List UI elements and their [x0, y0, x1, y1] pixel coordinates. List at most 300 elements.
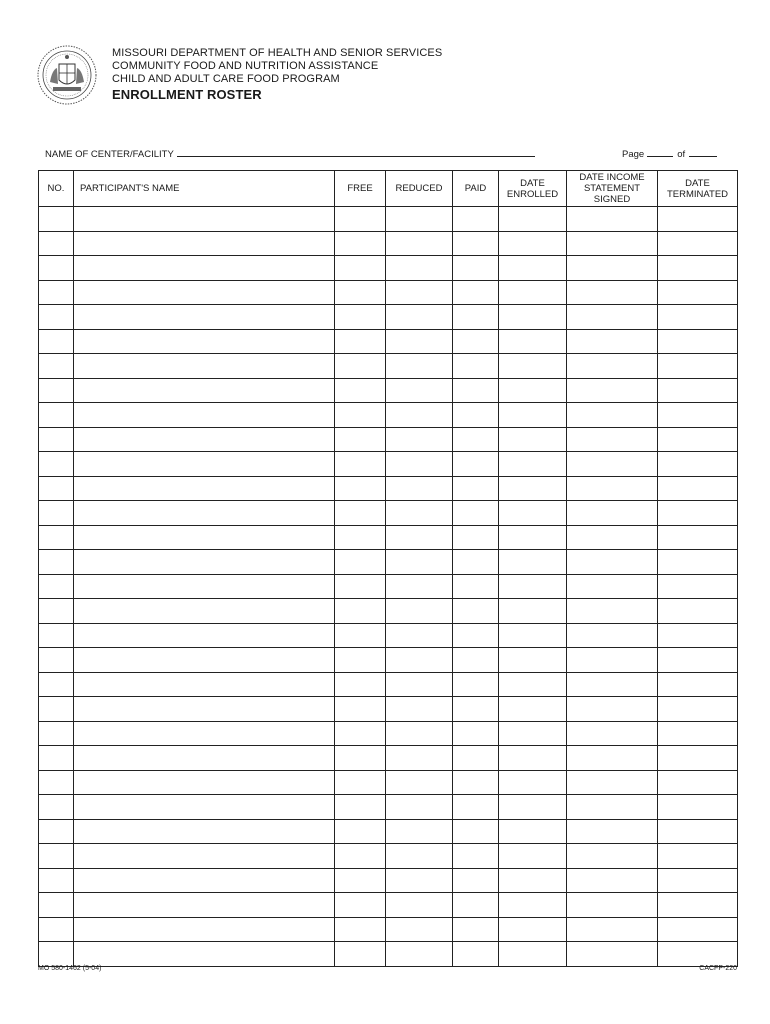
paid-cell[interactable] — [453, 770, 499, 795]
table-row — [39, 648, 738, 673]
table-row — [39, 550, 738, 575]
free-cell[interactable] — [335, 329, 386, 354]
free-cell[interactable] — [335, 672, 386, 697]
date-enrolled-cell[interactable] — [499, 329, 567, 354]
state-seal-icon — [37, 44, 97, 106]
table-row — [39, 917, 738, 942]
free-cell[interactable] — [335, 917, 386, 942]
table-row — [39, 844, 738, 869]
date-income-statement-signed-cell[interactable] — [567, 378, 658, 403]
column-header-date-income-statement-signed: DATE INCOME STATEMENT SIGNED — [567, 171, 658, 207]
date-enrolled-cell[interactable] — [499, 476, 567, 501]
paid-cell[interactable] — [453, 599, 499, 624]
reduced-cell[interactable] — [386, 550, 453, 575]
no-cell[interactable] — [39, 378, 74, 403]
table-row — [39, 868, 738, 893]
table-row — [39, 574, 738, 599]
column-header-no: NO. — [39, 171, 74, 207]
free-cell[interactable] — [335, 868, 386, 893]
participant-name-cell[interactable] — [74, 844, 335, 869]
roster-body — [39, 207, 738, 967]
reduced-cell[interactable] — [386, 207, 453, 232]
date-terminated-cell[interactable] — [658, 844, 738, 869]
reduced-cell[interactable] — [386, 648, 453, 673]
no-cell[interactable] — [39, 354, 74, 379]
reduced-cell[interactable] — [386, 893, 453, 918]
page-label: Page — [622, 149, 645, 160]
free-cell[interactable] — [335, 893, 386, 918]
date-terminated-cell[interactable] — [658, 868, 738, 893]
table-row — [39, 231, 738, 256]
paid-cell[interactable] — [453, 329, 499, 354]
table-header-row — [39, 171, 738, 207]
participant-name-cell[interactable] — [74, 893, 335, 918]
date-income-statement-signed-cell[interactable] — [567, 623, 658, 648]
participant-name-cell[interactable] — [74, 599, 335, 624]
no-cell[interactable] — [39, 721, 74, 746]
free-cell[interactable] — [335, 746, 386, 771]
reduced-cell[interactable] — [386, 280, 453, 305]
reduced-cell[interactable] — [386, 697, 453, 722]
table-row — [39, 256, 738, 281]
date-enrolled-cell[interactable] — [499, 844, 567, 869]
reduced-cell[interactable] — [386, 574, 453, 599]
agency-header — [112, 47, 442, 103]
reduced-cell[interactable] — [386, 795, 453, 820]
reduced-cell[interactable] — [386, 623, 453, 648]
no-cell[interactable] — [39, 599, 74, 624]
date-income-statement-signed-cell[interactable] — [567, 770, 658, 795]
date-income-statement-signed-cell[interactable] — [567, 525, 658, 550]
date-income-statement-signed-cell[interactable] — [567, 942, 658, 967]
date-enrolled-cell[interactable] — [499, 942, 567, 967]
date-income-statement-signed-cell[interactable] — [567, 305, 658, 330]
paid-cell[interactable] — [453, 354, 499, 379]
reduced-cell[interactable] — [386, 770, 453, 795]
enrollment-roster-table — [38, 170, 738, 967]
date-income-statement-signed-cell[interactable] — [567, 207, 658, 232]
no-cell[interactable] — [39, 770, 74, 795]
date-income-statement-signed-cell[interactable] — [567, 697, 658, 722]
paid-cell[interactable] — [453, 623, 499, 648]
table-row — [39, 599, 738, 624]
page-count-row — [622, 147, 717, 160]
date-terminated-cell[interactable] — [658, 256, 738, 281]
reduced-cell[interactable] — [386, 305, 453, 330]
table-row — [39, 672, 738, 697]
paid-cell[interactable] — [453, 648, 499, 673]
no-cell[interactable] — [39, 231, 74, 256]
paid-cell[interactable] — [453, 305, 499, 330]
date-enrolled-cell[interactable] — [499, 795, 567, 820]
reduced-cell[interactable] — [386, 452, 453, 477]
paid-cell[interactable] — [453, 672, 499, 697]
date-terminated-cell[interactable] — [658, 501, 738, 526]
free-cell[interactable] — [335, 207, 386, 232]
date-income-statement-signed-cell[interactable] — [567, 354, 658, 379]
column-header-free: FREE — [335, 171, 386, 207]
participant-name-cell[interactable] — [74, 280, 335, 305]
date-enrolled-cell[interactable] — [499, 280, 567, 305]
reduced-cell[interactable] — [386, 501, 453, 526]
no-cell[interactable] — [39, 452, 74, 477]
date-income-statement-signed-cell[interactable] — [567, 795, 658, 820]
participant-name-cell[interactable] — [74, 917, 335, 942]
date-enrolled-cell[interactable] — [499, 525, 567, 550]
no-cell[interactable] — [39, 256, 74, 281]
paid-cell[interactable] — [453, 697, 499, 722]
date-enrolled-cell[interactable] — [499, 917, 567, 942]
reduced-cell[interactable] — [386, 525, 453, 550]
no-cell[interactable] — [39, 844, 74, 869]
date-income-statement-signed-cell[interactable] — [567, 427, 658, 452]
no-cell[interactable] — [39, 942, 74, 967]
page-number-field[interactable] — [647, 147, 673, 157]
reduced-cell[interactable] — [386, 868, 453, 893]
date-terminated-cell[interactable] — [658, 427, 738, 452]
paid-cell[interactable] — [453, 574, 499, 599]
no-cell[interactable] — [39, 550, 74, 575]
participant-name-cell[interactable] — [74, 770, 335, 795]
date-terminated-cell[interactable] — [658, 231, 738, 256]
date-income-statement-signed-cell[interactable] — [567, 868, 658, 893]
free-cell[interactable] — [335, 525, 386, 550]
paid-cell[interactable] — [453, 427, 499, 452]
paid-cell[interactable] — [453, 207, 499, 232]
date-terminated-cell[interactable] — [658, 942, 738, 967]
participant-name-cell[interactable] — [74, 795, 335, 820]
date-terminated-cell[interactable] — [658, 770, 738, 795]
participant-name-cell[interactable] — [74, 354, 335, 379]
free-cell[interactable] — [335, 942, 386, 967]
date-terminated-cell[interactable] — [658, 599, 738, 624]
participant-name-cell[interactable] — [74, 501, 335, 526]
reduced-cell[interactable] — [386, 231, 453, 256]
participant-name-cell[interactable] — [74, 525, 335, 550]
date-income-statement-signed-cell[interactable] — [567, 452, 658, 477]
date-terminated-cell[interactable] — [658, 917, 738, 942]
participant-name-cell[interactable] — [74, 427, 335, 452]
table-row — [39, 623, 738, 648]
reduced-cell[interactable] — [386, 403, 453, 428]
free-cell[interactable] — [335, 574, 386, 599]
date-terminated-cell[interactable] — [658, 623, 738, 648]
no-cell[interactable] — [39, 868, 74, 893]
table-row — [39, 329, 738, 354]
free-cell[interactable] — [335, 770, 386, 795]
participant-name-cell[interactable] — [74, 721, 335, 746]
no-cell[interactable] — [39, 329, 74, 354]
no-cell[interactable] — [39, 501, 74, 526]
paid-cell[interactable] — [453, 525, 499, 550]
date-enrolled-cell[interactable] — [499, 697, 567, 722]
table-row — [39, 403, 738, 428]
program-name: CHILD AND ADULT CARE FOOD PROGRAM — [112, 73, 340, 85]
paid-cell[interactable] — [453, 231, 499, 256]
no-cell[interactable] — [39, 207, 74, 232]
page-total-field[interactable] — [689, 147, 717, 157]
participant-name-cell[interactable] — [74, 378, 335, 403]
table-row — [39, 525, 738, 550]
reduced-cell[interactable] — [386, 329, 453, 354]
paid-cell[interactable] — [453, 501, 499, 526]
reduced-cell[interactable] — [386, 844, 453, 869]
date-enrolled-cell[interactable] — [499, 452, 567, 477]
participant-name-cell[interactable] — [74, 868, 335, 893]
date-income-statement-signed-cell[interactable] — [567, 231, 658, 256]
date-terminated-cell[interactable] — [658, 403, 738, 428]
no-cell[interactable] — [39, 623, 74, 648]
date-terminated-cell[interactable] — [658, 672, 738, 697]
date-enrolled-cell[interactable] — [499, 501, 567, 526]
paid-cell[interactable] — [453, 795, 499, 820]
table-row — [39, 942, 738, 967]
date-terminated-cell[interactable] — [658, 697, 738, 722]
date-income-statement-signed-cell[interactable] — [567, 917, 658, 942]
date-enrolled-cell[interactable] — [499, 207, 567, 232]
no-cell[interactable] — [39, 672, 74, 697]
date-enrolled-cell[interactable] — [499, 574, 567, 599]
date-income-statement-signed-cell[interactable] — [567, 256, 658, 281]
participant-name-cell[interactable] — [74, 452, 335, 477]
participant-name-cell[interactable] — [74, 574, 335, 599]
free-cell[interactable] — [335, 721, 386, 746]
free-cell[interactable] — [335, 550, 386, 575]
free-cell[interactable] — [335, 280, 386, 305]
paid-cell[interactable] — [453, 378, 499, 403]
date-income-statement-signed-cell[interactable] — [567, 746, 658, 771]
column-header-participant-name: PARTICIPANT'S NAME — [74, 171, 335, 207]
date-terminated-cell[interactable] — [658, 378, 738, 403]
no-cell[interactable] — [39, 697, 74, 722]
reduced-cell[interactable] — [386, 354, 453, 379]
date-terminated-cell[interactable] — [658, 329, 738, 354]
date-enrolled-cell[interactable] — [499, 819, 567, 844]
table-row — [39, 452, 738, 477]
date-income-statement-signed-cell[interactable] — [567, 574, 658, 599]
paid-cell[interactable] — [453, 256, 499, 281]
free-cell[interactable] — [335, 648, 386, 673]
no-cell[interactable] — [39, 746, 74, 771]
date-income-statement-signed-cell[interactable] — [567, 844, 658, 869]
table-row — [39, 893, 738, 918]
reduced-cell[interactable] — [386, 917, 453, 942]
table-row — [39, 427, 738, 452]
participant-name-cell[interactable] — [74, 403, 335, 428]
paid-cell[interactable] — [453, 893, 499, 918]
participant-name-cell[interactable] — [74, 476, 335, 501]
of-label: of — [677, 149, 686, 160]
no-cell[interactable] — [39, 427, 74, 452]
free-cell[interactable] — [335, 354, 386, 379]
date-enrolled-cell[interactable] — [499, 721, 567, 746]
reduced-cell[interactable] — [386, 427, 453, 452]
paid-cell[interactable] — [453, 403, 499, 428]
table-row — [39, 207, 738, 232]
no-cell[interactable] — [39, 476, 74, 501]
date-enrolled-cell[interactable] — [499, 648, 567, 673]
date-income-statement-signed-cell[interactable] — [567, 819, 658, 844]
no-cell[interactable] — [39, 648, 74, 673]
no-cell[interactable] — [39, 893, 74, 918]
date-terminated-cell[interactable] — [658, 354, 738, 379]
participant-name-cell[interactable] — [74, 819, 335, 844]
date-income-statement-signed-cell[interactable] — [567, 550, 658, 575]
paid-cell[interactable] — [453, 452, 499, 477]
date-terminated-cell[interactable] — [658, 452, 738, 477]
date-terminated-cell[interactable] — [658, 525, 738, 550]
table-row — [39, 697, 738, 722]
paid-cell[interactable] — [453, 819, 499, 844]
date-enrolled-cell[interactable] — [499, 770, 567, 795]
date-income-statement-signed-cell[interactable] — [567, 476, 658, 501]
table-row — [39, 378, 738, 403]
reduced-cell[interactable] — [386, 721, 453, 746]
free-cell[interactable] — [335, 378, 386, 403]
date-enrolled-cell[interactable] — [499, 427, 567, 452]
free-cell[interactable] — [335, 452, 386, 477]
date-terminated-cell[interactable] — [658, 574, 738, 599]
free-cell[interactable] — [335, 256, 386, 281]
participant-name-cell[interactable] — [74, 672, 335, 697]
date-enrolled-cell[interactable] — [499, 599, 567, 624]
no-cell[interactable] — [39, 305, 74, 330]
no-cell[interactable] — [39, 574, 74, 599]
participant-name-cell[interactable] — [74, 305, 335, 330]
paid-cell[interactable] — [453, 280, 499, 305]
reduced-cell[interactable] — [386, 599, 453, 624]
participant-name-cell[interactable] — [74, 231, 335, 256]
free-cell[interactable] — [335, 819, 386, 844]
participant-name-cell[interactable] — [74, 697, 335, 722]
date-terminated-cell[interactable] — [658, 819, 738, 844]
paid-cell[interactable] — [453, 550, 499, 575]
date-enrolled-cell[interactable] — [499, 305, 567, 330]
participant-name-cell[interactable] — [74, 329, 335, 354]
free-cell[interactable] — [335, 231, 386, 256]
date-terminated-cell[interactable] — [658, 893, 738, 918]
date-terminated-cell[interactable] — [658, 305, 738, 330]
date-terminated-cell[interactable] — [658, 746, 738, 771]
paid-cell[interactable] — [453, 844, 499, 869]
free-cell[interactable] — [335, 599, 386, 624]
date-enrolled-cell[interactable] — [499, 403, 567, 428]
reduced-cell[interactable] — [386, 476, 453, 501]
column-header-date-terminated: DATE TERMINATED — [658, 171, 738, 207]
date-terminated-cell[interactable] — [658, 280, 738, 305]
form-number: MO 580-1462 (5-04) — [38, 965, 102, 972]
form-title: ENROLLMENT ROSTER — [112, 87, 262, 102]
date-enrolled-cell[interactable] — [499, 623, 567, 648]
participant-name-cell[interactable] — [74, 207, 335, 232]
free-cell[interactable] — [335, 427, 386, 452]
free-cell[interactable] — [335, 795, 386, 820]
participant-name-cell[interactable] — [74, 648, 335, 673]
paid-cell[interactable] — [453, 746, 499, 771]
paid-cell[interactable] — [453, 868, 499, 893]
date-terminated-cell[interactable] — [658, 207, 738, 232]
participant-name-cell[interactable] — [74, 746, 335, 771]
division-name: COMMUNITY FOOD AND NUTRITION ASSISTANCE — [112, 60, 379, 72]
date-terminated-cell[interactable] — [658, 476, 738, 501]
date-income-statement-signed-cell[interactable] — [567, 672, 658, 697]
no-cell[interactable] — [39, 525, 74, 550]
column-header-date-enrolled: DATE ENROLLED — [499, 171, 567, 207]
date-income-statement-signed-cell[interactable] — [567, 280, 658, 305]
date-income-statement-signed-cell[interactable] — [567, 501, 658, 526]
department-name: MISSOURI DEPARTMENT OF HEALTH AND SENIOR SERVICES — [112, 47, 443, 59]
table-row — [39, 501, 738, 526]
center-name-row — [45, 147, 535, 160]
free-cell[interactable] — [335, 305, 386, 330]
table-row — [39, 476, 738, 501]
date-income-statement-signed-cell[interactable] — [567, 403, 658, 428]
reduced-cell[interactable] — [386, 819, 453, 844]
free-cell[interactable] — [335, 501, 386, 526]
table-row — [39, 819, 738, 844]
free-cell[interactable] — [335, 476, 386, 501]
date-enrolled-cell[interactable] — [499, 893, 567, 918]
date-income-statement-signed-cell[interactable] — [567, 329, 658, 354]
paid-cell[interactable] — [453, 917, 499, 942]
date-enrolled-cell[interactable] — [499, 231, 567, 256]
participant-name-cell[interactable] — [74, 942, 335, 967]
participant-name-cell[interactable] — [74, 550, 335, 575]
reduced-cell[interactable] — [386, 942, 453, 967]
date-income-statement-signed-cell[interactable] — [567, 599, 658, 624]
date-enrolled-cell[interactable] — [499, 256, 567, 281]
date-income-statement-signed-cell[interactable] — [567, 648, 658, 673]
center-name-field[interactable] — [177, 147, 535, 157]
column-header-reduced: REDUCED — [386, 171, 453, 207]
free-cell[interactable] — [335, 403, 386, 428]
reduced-cell[interactable] — [386, 672, 453, 697]
date-enrolled-cell[interactable] — [499, 672, 567, 697]
date-enrolled-cell[interactable] — [499, 550, 567, 575]
paid-cell[interactable] — [453, 476, 499, 501]
date-terminated-cell[interactable] — [658, 795, 738, 820]
date-income-statement-signed-cell[interactable] — [567, 721, 658, 746]
paid-cell[interactable] — [453, 942, 499, 967]
no-cell[interactable] — [39, 819, 74, 844]
no-cell[interactable] — [39, 917, 74, 942]
date-enrolled-cell[interactable] — [499, 354, 567, 379]
date-income-statement-signed-cell[interactable] — [567, 893, 658, 918]
participant-name-cell[interactable] — [74, 623, 335, 648]
table-row — [39, 770, 738, 795]
date-terminated-cell[interactable] — [658, 550, 738, 575]
free-cell[interactable] — [335, 844, 386, 869]
date-enrolled-cell[interactable] — [499, 378, 567, 403]
reduced-cell[interactable] — [386, 378, 453, 403]
table-row — [39, 746, 738, 771]
reduced-cell[interactable] — [386, 256, 453, 281]
center-name-label: NAME OF CENTER/FACILITY — [45, 149, 174, 160]
reduced-cell[interactable] — [386, 746, 453, 771]
no-cell[interactable] — [39, 280, 74, 305]
date-enrolled-cell[interactable] — [499, 746, 567, 771]
no-cell[interactable] — [39, 795, 74, 820]
date-enrolled-cell[interactable] — [499, 868, 567, 893]
date-terminated-cell[interactable] — [658, 648, 738, 673]
free-cell[interactable] — [335, 623, 386, 648]
paid-cell[interactable] — [453, 721, 499, 746]
no-cell[interactable] — [39, 403, 74, 428]
date-terminated-cell[interactable] — [658, 721, 738, 746]
table-row — [39, 305, 738, 330]
participant-name-cell[interactable] — [74, 256, 335, 281]
free-cell[interactable] — [335, 697, 386, 722]
